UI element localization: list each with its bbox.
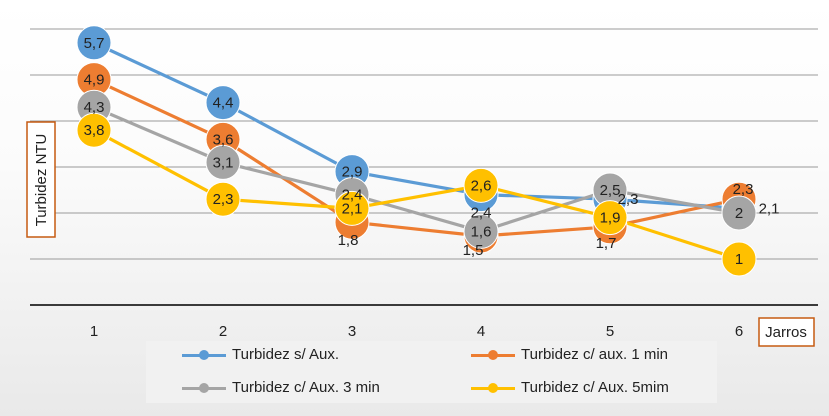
- series-lines: [77, 26, 756, 276]
- data-label: 1,7: [595, 234, 617, 252]
- gridlines: [30, 29, 818, 259]
- legend-item-series-3: [182, 379, 380, 396]
- x-axis-title: Jarros: [765, 324, 807, 341]
- legend-swatch-4: [471, 383, 515, 393]
- data-label: 2,3: [732, 181, 754, 199]
- data-label: 2,5: [599, 182, 621, 199]
- legend-swatch-3: [182, 383, 226, 393]
- x-tick-label: 3: [347, 323, 357, 340]
- legend-item-series-2: [471, 346, 668, 363]
- legend-label-3: Turbidez c/ Aux. 3 min: [232, 379, 380, 396]
- legend-label-4: Turbidez c/ Aux. 5mim: [521, 379, 669, 396]
- data-label: 2,4: [341, 186, 363, 204]
- data-label: 3,8: [83, 122, 105, 140]
- data-label: 2,3: [617, 191, 639, 209]
- data-label: 5,7: [83, 34, 105, 52]
- x-axis-title-box: [759, 318, 814, 346]
- x-tick-label: 6: [734, 323, 744, 340]
- legend-swatch-2: [471, 350, 515, 360]
- data-labels: [84, 35, 780, 268]
- data-label: 2,9: [341, 163, 363, 181]
- data-label: 4,4: [212, 94, 234, 112]
- data-label: 2,3: [212, 191, 234, 209]
- data-label: 2,4: [470, 204, 492, 222]
- x-tick-label: 4: [476, 323, 486, 340]
- data-label: 3,1: [212, 154, 234, 172]
- legend-label-1: Turbidez s/ Aux.: [232, 346, 339, 363]
- data-label: 2,6: [470, 177, 492, 195]
- legend-label-2: Turbidez c/ aux. 1 min: [521, 346, 669, 363]
- data-label: 2,1: [758, 200, 780, 218]
- y-axis-title: Turbidez NTU: [33, 133, 50, 227]
- x-tick-label: 5: [605, 323, 615, 340]
- data-label: 1: [734, 251, 744, 268]
- x-tick-label: 2: [218, 323, 228, 340]
- legend-item-series-4: [471, 379, 669, 396]
- legend-swatch-1: [182, 350, 226, 360]
- data-label: 1,8: [337, 232, 359, 250]
- data-label: 2: [734, 205, 744, 222]
- data-label: 1,9: [599, 209, 621, 227]
- x-axis: [30, 305, 818, 340]
- data-label: 4,3: [83, 99, 105, 117]
- y-axis-title-box: [27, 122, 55, 237]
- data-label: 4,9: [83, 71, 105, 89]
- x-tick-label: 1: [89, 323, 99, 340]
- legend-item-series-1: [182, 346, 339, 363]
- data-label: 2,1: [341, 200, 363, 218]
- legend: [146, 341, 717, 403]
- data-label: 1,6: [470, 223, 492, 241]
- data-label: 3,6: [212, 131, 234, 149]
- data-label: 1,5: [462, 242, 484, 259]
